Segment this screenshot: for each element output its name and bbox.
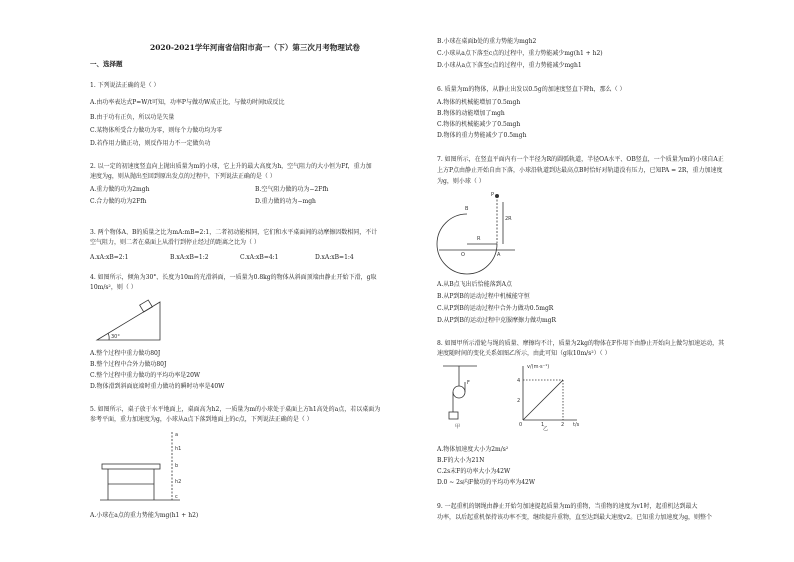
question-3-cont: 空气阻力，则二者在桌面上从滑行到停止经过的距离之比为（ ） xyxy=(90,239,260,246)
q1-option-b: B.由于功有正负，所以功是矢量 xyxy=(90,114,175,121)
graph-x-tick-1: 1 xyxy=(541,422,545,428)
question-4: 4. 如图所示，倾角为30°、长度为10m的光滑斜面，一质量为0.8kg的物体从斜面顶端由静止开始下滑，g取 xyxy=(90,274,377,281)
question-5: 5. 如图所示，桌子放于水平地面上，桌面高为h2，一质量为m的小球处于桌面上方h1高处的a点，若以桌面为 xyxy=(90,406,381,413)
q8-option-d: D.0 ~ 2s内F做功的平均功率为42W xyxy=(437,479,536,486)
weight-block xyxy=(449,412,458,419)
label-a: a xyxy=(175,432,179,438)
label-2r: 2R xyxy=(505,216,512,222)
label-h1: h1 xyxy=(175,446,182,452)
table-top xyxy=(102,464,160,469)
q7-option-b: B.从P到B的运动过程中机械能守恒 xyxy=(437,293,530,300)
graph-y-tick-2: 2 xyxy=(517,398,521,404)
ball-p xyxy=(495,194,499,198)
question-7: 7. 如图所示，在竖直平面内有一个半径为R的圆弧轨道，半径OA水平、OB竖直，一个质量为m的小球自A正 xyxy=(437,156,724,163)
label-h2: h2 xyxy=(175,479,182,485)
q3-option-c: C.xA:xB=4:1 xyxy=(240,254,279,261)
q1-option-a: A.由功率表达式P=W/t可知，功率P与做功W成正比，与做功时间t成反比 xyxy=(90,99,285,106)
q6-option-a: A.物体的机械能增加了0.5mgh xyxy=(437,99,521,106)
q7-option-a: A.从B点飞出后恰能落到A点 xyxy=(437,281,512,288)
question-2-cont: 速度为g，则从抛出至回到原出发点的过程中，下列说法正确的是（ ） xyxy=(90,173,276,180)
table-figure xyxy=(100,428,190,506)
q3-option-b: B.xA:xB=1:2 xyxy=(170,254,209,261)
pulley-wheel xyxy=(453,386,465,398)
label-a7: A xyxy=(497,252,501,258)
question-4-cont: 10m/s²，则（ ） xyxy=(90,284,137,291)
q3-option-d: D.xA:xB=1:4 xyxy=(315,254,354,261)
label-b: b xyxy=(175,463,179,469)
page-title: 2020-2021学年河南省信阳市高一（下）第三次月考物理试卷 xyxy=(150,43,360,52)
q2-option-a: A.重力做的功为2mgh xyxy=(90,186,150,193)
q1-option-c: C.某物体所受合力做功为零，则每个力做功均为零 xyxy=(90,127,223,134)
q8-option-c: C.2s末F的功率大小为42W xyxy=(437,468,511,475)
q2-option-c: C.合力做的功为2Ffh xyxy=(90,198,147,205)
q4-option-b: B.整个过程中合外力做功80J xyxy=(90,361,167,368)
question-8: 8. 如图甲所示滑轮与绳的质量、摩擦均不计，质量为2kg的物体在F作用下由静止开始向上做匀加速运动，其 xyxy=(437,340,725,347)
q4-option-c: C.整个过程中重力做功的平均功率是20W xyxy=(90,372,201,379)
q6-option-c: C.物体的机械能减少了0.5mgh xyxy=(437,121,521,128)
incline-figure xyxy=(95,292,165,344)
label-yi: 乙 xyxy=(543,426,549,432)
graph-x-label: t/s xyxy=(573,422,580,428)
question-5-cont: 参考平面，重力加速度为g，小球从a点下落到地面上的c点，下列说法正确的是（ ） xyxy=(90,416,313,423)
q5-option-d: D.小球从a点下落至c点的过程中，重力势能减少mgh1 xyxy=(437,62,582,69)
incline-block xyxy=(140,300,153,312)
label-f: F xyxy=(467,380,470,386)
label-p: P xyxy=(491,192,495,198)
label-r: R xyxy=(477,236,481,242)
q8-option-b: B.F的大小为21N xyxy=(437,457,485,464)
label-b7: B xyxy=(465,206,469,212)
q4-option-a: A.整个过程中重力做功80J xyxy=(90,350,161,357)
question-3: 3. 两个物体A、B的质量之比为mA:mB=2:1，二者初动能相同，它们和水平桌面间的动摩擦因数相同，不计 xyxy=(90,229,378,236)
question-2: 2. 以一定的初速度竖直向上抛出质量为m的小球，它上升的最大高度为h，空气阻力的大小恒为Ff，重力加 xyxy=(90,163,372,170)
graph-y-label: v/(m·s⁻¹) xyxy=(527,364,550,370)
q5-option-a: A.小球在a点的重力势能为mg(h1 + h2) xyxy=(90,512,199,519)
label-jia: 甲 xyxy=(455,424,461,430)
q4-option-d: D.物体滑到斜面底端时重力做功的瞬时功率是40W xyxy=(90,383,225,390)
q6-option-b: B.物体的动能增加了mgh xyxy=(437,110,505,117)
q1-option-d: D.若作用力做正功，则反作用力不一定做负功 xyxy=(90,140,211,147)
graph-x-tick-2: 2 xyxy=(561,422,565,428)
question-8-cont: 速度随时间的变化关系如图乙所示，由此可知（g取10m/s²）（ ） xyxy=(437,350,611,357)
incline-angle-label: 30° xyxy=(111,334,120,340)
q7-option-c: C.从P到B的运动过程中合外力做功0.5mgR xyxy=(437,305,554,312)
q2-option-d: D.重力做的功为−mgh xyxy=(255,198,316,205)
q5-option-c: C.小球从a点下落至c点的过程中，重力势能减少mg(h1 + h2) xyxy=(437,50,603,57)
pulley-and-graph-figure xyxy=(437,362,597,430)
question-9: 9. 一起重机的钢绳由静止开始匀加速提起质量为m的重物，当重物的速度为v1时，起重机达到最大 xyxy=(437,503,698,510)
arc-track-figure xyxy=(437,188,517,268)
section-heading: 一、选择题 xyxy=(90,60,123,68)
q5-option-b: B.小球在桌面b处的重力势能为mgh2 xyxy=(437,38,537,45)
graph-y-tick-4: 4 xyxy=(517,378,521,384)
question-1: 1. 下列说法正确的是（ ） xyxy=(90,82,160,89)
label-c: c xyxy=(175,494,178,500)
label-o: O xyxy=(461,252,465,258)
incline-angle-arc xyxy=(108,333,109,340)
question-7-cont: 上方P点由静止开始自由下落，小球沿轨道到达最高点B时恰好对轨道没有压力，已知PA = 2R，重力加速度 xyxy=(437,167,723,174)
question-6: 6. 质量为m的物体，从静止出发以0.5g的加速度竖直下降h，那么（ ） xyxy=(437,86,626,93)
q8-option-a: A.物体加速度大小为2m/s² xyxy=(437,446,509,453)
q2-option-b: B.空气阻力做的功为−2Ffh xyxy=(255,186,329,193)
question-9-cont: 功率，以后起重机保持该功率不变，继续提升重物，直至达到最大速度v2。已知重力加速度为g，则整个 xyxy=(437,514,713,521)
q3-option-a: A.xA:xB=2:1 xyxy=(90,254,129,261)
q6-option-d: D.物体的重力势能减少了0.5mgh xyxy=(437,132,527,139)
question-7-cont2: 为g，则小球（ ） xyxy=(437,178,485,185)
q7-option-d: D.从P到B的运动过程中克服摩擦力做功mgR xyxy=(437,317,556,324)
graph-origin: 0 xyxy=(519,422,523,428)
graph-line xyxy=(523,380,563,420)
